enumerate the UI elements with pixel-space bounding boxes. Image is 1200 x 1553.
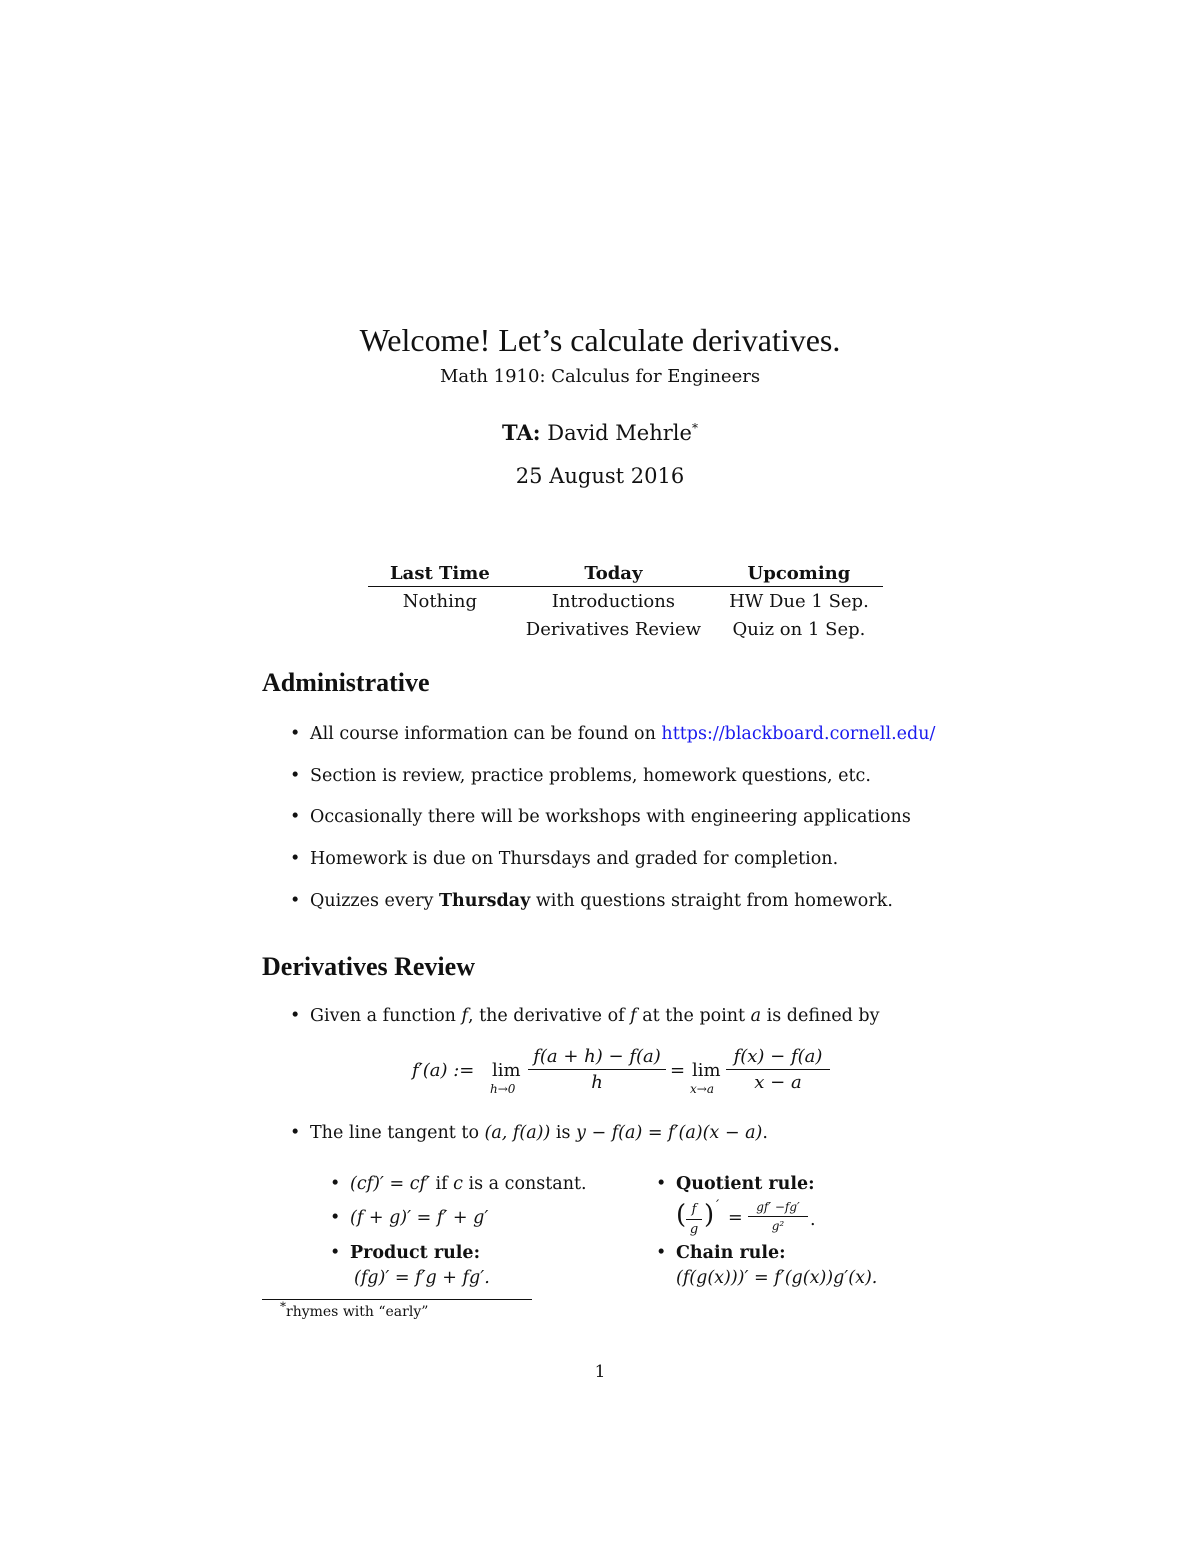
text: is defined by <box>761 1006 880 1026</box>
rule-product-formula <box>354 1268 490 1288</box>
footnote-text: rhymes with “early” <box>286 1304 429 1320</box>
bullet-icon: • <box>290 765 301 786</box>
fraction-denominator: x − a <box>754 1072 802 1093</box>
date: 25 August 2016 <box>515 464 685 488</box>
schedule-table <box>368 561 883 643</box>
list-item-bold: Thursday <box>438 890 531 911</box>
quotient-fraction <box>686 1202 702 1237</box>
formula-lhs: f′(a) := <box>412 1060 475 1081</box>
bullet-icon: • <box>330 1208 341 1228</box>
formula-lim-2: lim <box>692 1060 721 1081</box>
paren-close: ) <box>704 1200 715 1230</box>
bullet-icon: • <box>290 890 301 911</box>
list-item-text: Occasionally there will be workshops with engineering applications <box>310 807 911 828</box>
table-cell: Introductions <box>551 591 676 612</box>
ta-line <box>0 420 1200 445</box>
table-cell: Quiz on 1 Sep. <box>732 619 866 640</box>
ta-name: David Mehrle <box>547 421 692 445</box>
col-header-last-time: Last Time <box>368 561 512 587</box>
list-item-text: Quizzes every <box>310 890 439 911</box>
fraction-numerator: gf′ −fg′ <box>748 1200 808 1217</box>
bullet-icon: • <box>330 1174 341 1194</box>
period: . <box>810 1210 816 1230</box>
rule-constant <box>330 1174 587 1194</box>
list-item <box>262 764 935 806</box>
fraction-denominator: g <box>689 1222 699 1237</box>
list-item-definition <box>290 1006 880 1026</box>
table-cell: Derivatives Review <box>525 619 702 640</box>
math-var: f <box>630 1006 637 1026</box>
formula-fraction-1 <box>528 1046 666 1093</box>
list-item-tangent <box>290 1123 768 1143</box>
course-subtitle: Math 1910: Calculus for Engineers <box>439 366 761 387</box>
math-expression: (f + g)′ = f′ + g′ <box>350 1208 489 1228</box>
rule-quotient <box>656 1174 815 1194</box>
administrative-list <box>262 722 935 930</box>
fraction-numerator: f <box>686 1202 702 1220</box>
rule-chain <box>656 1243 786 1263</box>
bullet-icon: • <box>290 1006 301 1026</box>
math-expression: (f(g(x)))′ = f′(g(x))g′(x). <box>676 1268 878 1288</box>
footnote-marker: * <box>691 421 698 435</box>
fraction-denominator: g² <box>771 1219 785 1233</box>
page-number: 1 <box>594 1362 606 1382</box>
rule-quotient-formula <box>676 1198 836 1237</box>
bullet-icon: • <box>290 849 301 870</box>
list-item <box>262 889 935 931</box>
table-row <box>368 587 883 616</box>
fraction-numerator: f(x) − f(a) <box>726 1046 830 1070</box>
math-expression: (a, f(a)) <box>484 1123 551 1143</box>
table-row <box>368 615 883 643</box>
math-expression: (cf)′ = cf′ <box>350 1174 430 1194</box>
ta-label: TA: <box>502 420 541 445</box>
list-item-text: Section is review, practice problems, homework questions, etc. <box>310 765 871 786</box>
footnote-mark: * <box>280 1299 286 1314</box>
rule-label: Quotient rule: <box>676 1174 815 1194</box>
paren-open: ( <box>676 1200 687 1230</box>
quotient-equals: = <box>728 1208 743 1228</box>
bullet-icon: • <box>290 1123 301 1143</box>
rule-sum <box>330 1208 488 1228</box>
list-item <box>262 722 935 764</box>
col-header-upcoming: Upcoming <box>715 561 883 587</box>
math-var: c <box>453 1174 463 1194</box>
footnote <box>280 1299 429 1320</box>
list-item <box>262 847 935 889</box>
text: , the derivative of <box>467 1006 631 1026</box>
math-var: f <box>461 1006 468 1026</box>
bullet-icon: • <box>290 724 301 744</box>
bullet-icon: • <box>656 1243 667 1263</box>
formula-lim-1: lim <box>492 1060 521 1081</box>
text: at the point <box>636 1006 751 1026</box>
text: is <box>550 1123 577 1143</box>
fraction-numerator: f(a + h) − f(a) <box>528 1046 666 1070</box>
table-cell: HW Due 1 Sep. <box>729 591 869 612</box>
text: . <box>762 1123 768 1143</box>
bullet-icon: • <box>290 807 301 828</box>
col-header-today: Today <box>512 561 715 587</box>
rule-label: Product rule: <box>350 1243 481 1263</box>
math-expression: y − f(a) = f′(a)(x − a) <box>576 1123 763 1143</box>
formula-lim-2-sub: x→a <box>690 1082 714 1096</box>
bullet-icon: • <box>656 1174 667 1194</box>
text: The line tangent to <box>310 1123 485 1143</box>
formula-fraction-2 <box>726 1046 830 1093</box>
text: is a constant. <box>462 1174 587 1194</box>
list-item <box>262 805 935 847</box>
fraction-denominator: h <box>591 1072 603 1093</box>
prime-mark: ′ <box>716 1198 720 1214</box>
list-item-text: with questions straight from homework. <box>530 890 893 911</box>
footnote-divider <box>262 1299 532 1300</box>
bullet-icon: • <box>330 1243 341 1263</box>
rule-product <box>330 1243 480 1263</box>
math-expression: (fg)′ = f′g + fg′. <box>354 1268 490 1288</box>
text: if <box>429 1174 454 1194</box>
text: Given a function <box>310 1006 462 1026</box>
rule-label: Chain rule: <box>676 1243 786 1263</box>
section-heading-derivatives: Derivatives Review <box>262 952 475 981</box>
table-cell <box>368 615 512 643</box>
rule-chain-formula <box>676 1268 877 1288</box>
formula-equals: = <box>670 1060 686 1081</box>
table-header-row <box>368 561 883 587</box>
list-item-text: Homework is due on Thursdays and graded for completion. <box>310 849 839 870</box>
table-cell: Nothing <box>402 591 478 612</box>
math-var: a <box>750 1006 762 1026</box>
quotient-rhs-fraction <box>748 1200 808 1233</box>
blackboard-link[interactable]: https://blackboard.cornell.edu/ <box>661 724 936 744</box>
formula-lim-1-sub: h→0 <box>490 1082 516 1096</box>
section-heading-administrative: Administrative <box>262 668 430 697</box>
list-item-text: All course information can be found on <box>310 724 662 744</box>
page-title: Welcome! Let’s calculate derivatives. <box>359 322 841 358</box>
